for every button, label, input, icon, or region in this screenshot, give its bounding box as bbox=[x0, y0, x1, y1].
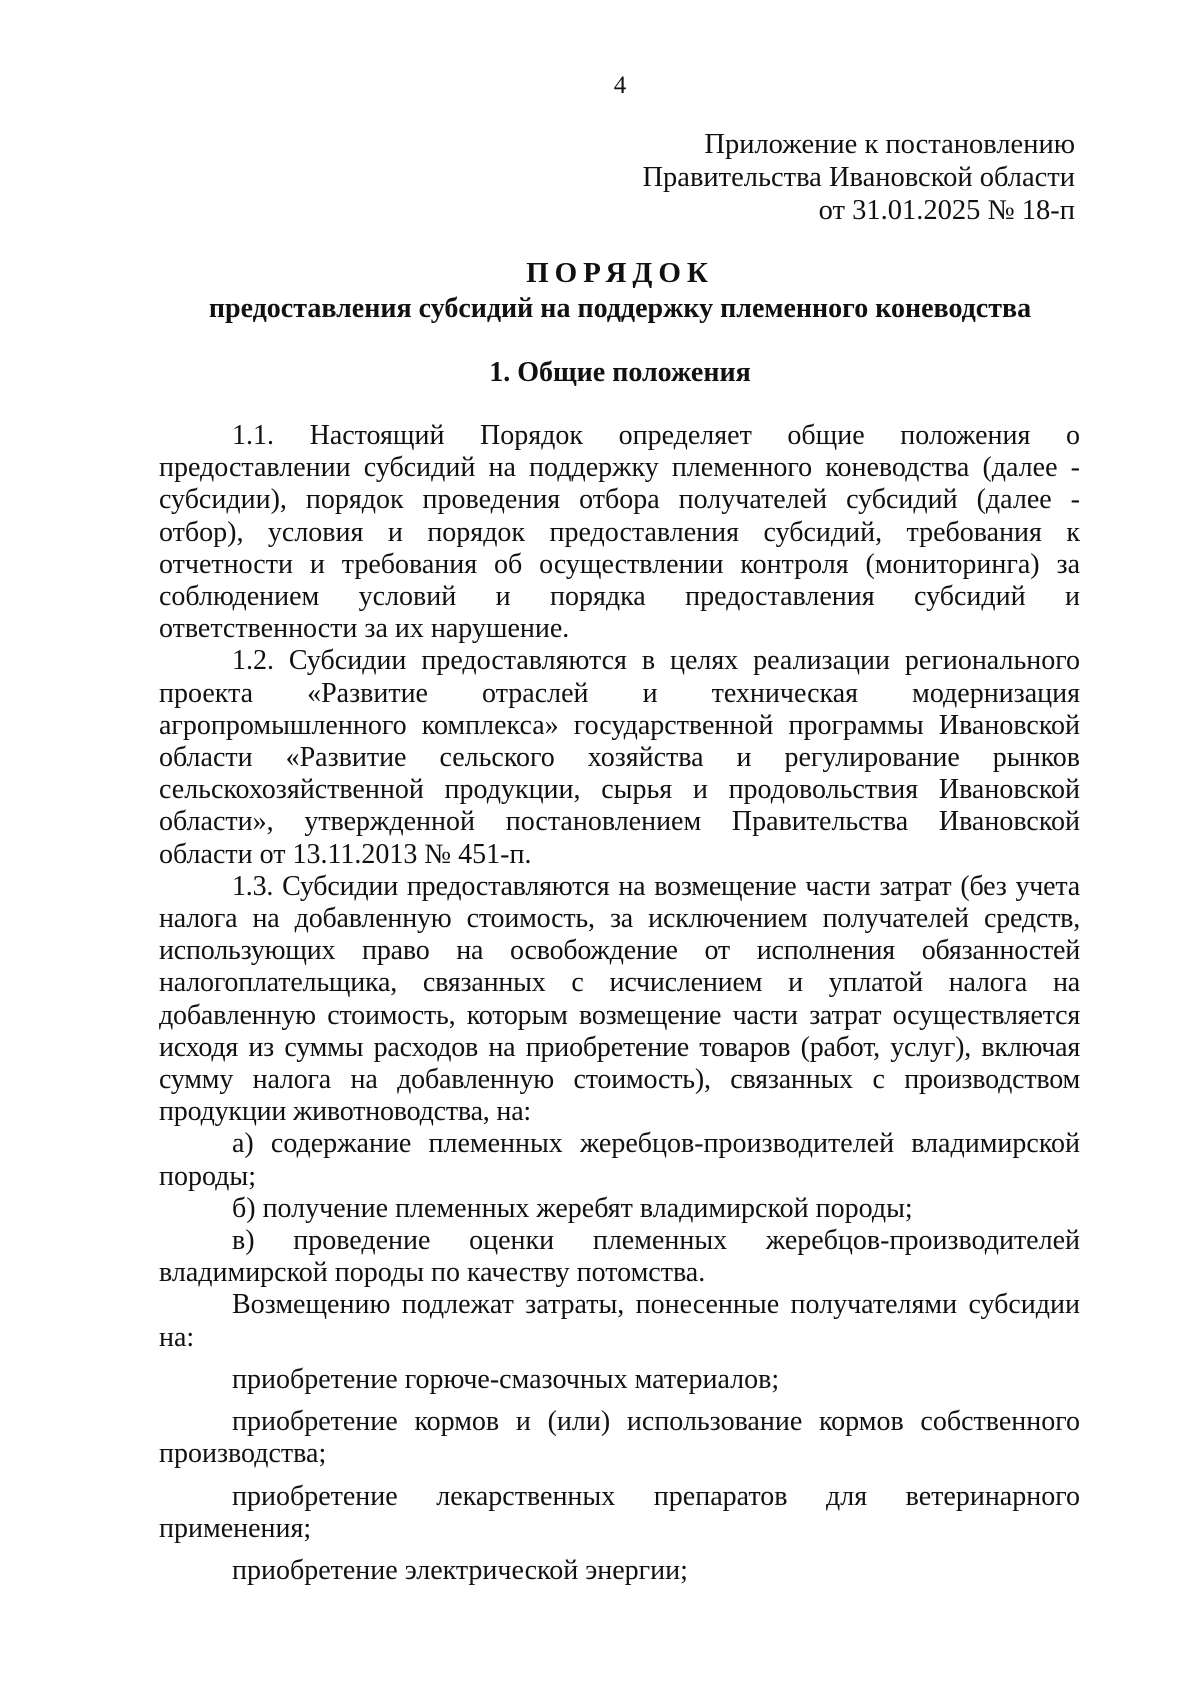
annex-header bbox=[642, 128, 1075, 227]
annex-line: Правительства Ивановской области bbox=[642, 162, 1075, 193]
paragraph: в) проведение оценки племенных жеребцов-производителей владимирской породы по качеству потомства. bbox=[159, 1225, 1080, 1289]
paragraph: б) получение племенных жеребят владимирской породы; bbox=[232, 1192, 913, 1224]
paragraph: Возмещению подлежат затраты, понесенные получателями субсидии на: bbox=[159, 1289, 1080, 1353]
document-subtitle: предоставления субсидий на поддержку племенного коневодства bbox=[208, 293, 1032, 324]
paragraph: 1.3. Субсидии предоставляются на возмещение части затрат (без учета налога на добавленную стоимость, за исключением получателей средств, использующих право на освобождение от исполнения обязанностей налогоплательщика, связанных с исчислением и уплатой налога на добавленную стоимость, которым возмещение части затрат осуществляется исходя из суммы расходов на приобретение товаров (работ, услуг), включая сумму налога на добавленную стоимость), связанных с производством продукции животноводства, на: bbox=[159, 870, 1080, 1128]
paragraph: 1.2. Субсидии предоставляются в целях реализации регионального проекта «Развитие отраслей и техническая модернизация агропромышленного комплекса» государственной программы Ивановской области «Развитие сельского хозяйства и регулирование рынков сельскохозяйственной продукции, сырья и продовольствия Ивановской области», утвержденной постановлением Правительства Ивановской области от 13.11.2013 № 451-п. bbox=[159, 645, 1080, 870]
page-number: 4 bbox=[613, 72, 627, 99]
section-title: 1. Общие положения bbox=[489, 357, 751, 388]
paragraph: приобретение лекарственных препаратов для ветеринарного применения; bbox=[159, 1480, 1080, 1544]
document-title: ПОРЯДОК bbox=[526, 257, 714, 289]
paragraph: приобретение горюче-смазочных материалов; bbox=[232, 1363, 780, 1395]
body-text bbox=[159, 420, 1080, 1587]
paragraph: 1.1. Настоящий Порядок определяет общие положения о предоставлении субсидий на поддержку племенного коневодства (далее - субсидии), порядок проведения отбора получателей субсидий (далее - отбор), условия и порядок предоставления субсидий, требования к отчетности и требования об осуществлении контроля (мониторинга) за соблюдением условий и порядка предоставления субсидий и ответственности за их нарушение. bbox=[159, 420, 1080, 645]
paragraph: а) содержание племенных жеребцов-производителей владимирской породы; bbox=[159, 1128, 1080, 1192]
paragraph: приобретение кормов и (или) использование кормов собственного производства; bbox=[159, 1406, 1080, 1470]
paragraph: приобретение электрической энергии; bbox=[232, 1554, 688, 1586]
annex-line: Приложение к постановлению bbox=[704, 129, 1075, 160]
annex-line: от 31.01.2025 № 18-п bbox=[818, 195, 1075, 226]
